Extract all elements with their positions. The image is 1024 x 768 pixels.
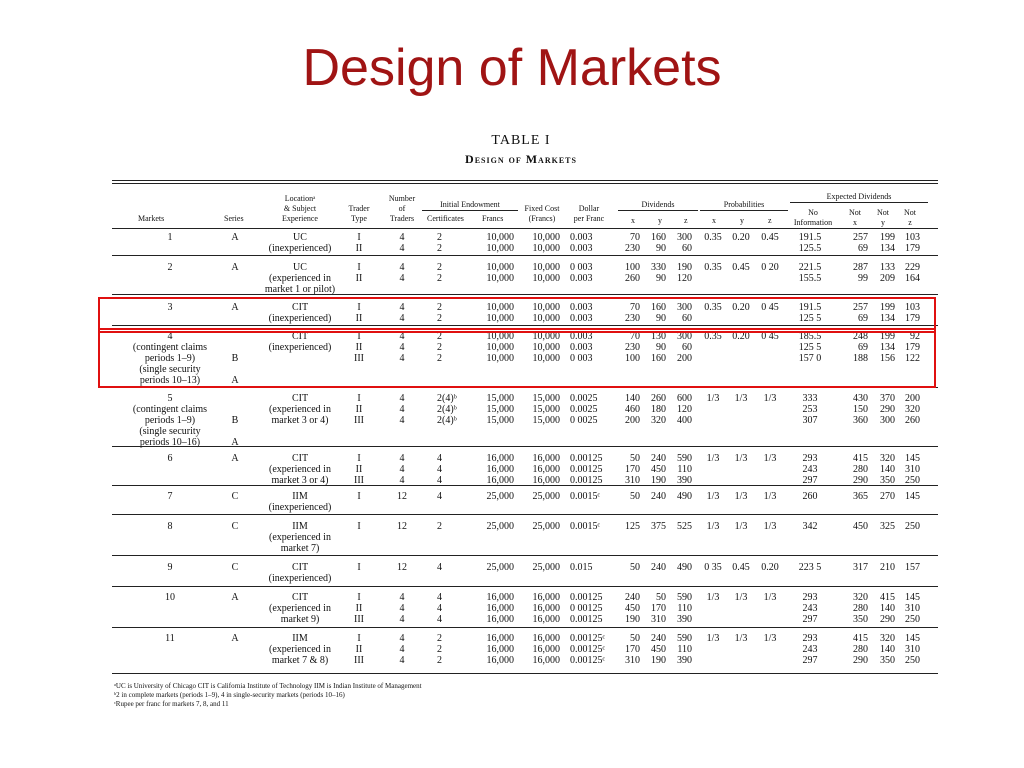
cell-prob-x: 0.35 bbox=[704, 331, 722, 342]
cell-francs: 25,000 bbox=[486, 521, 514, 532]
cell-series: A bbox=[231, 302, 239, 313]
cell-no-info: 293 243 297 bbox=[802, 633, 818, 666]
cell-not-y: 320 140 350 bbox=[880, 633, 895, 666]
cell-certificates: 2 2 2 bbox=[437, 331, 442, 364]
cell-num-traders: 4 4 4 bbox=[399, 592, 405, 625]
cell-location: IIM (inexperienced) bbox=[268, 491, 332, 513]
cell-prob-y: 1/3 bbox=[734, 592, 748, 603]
cell-trader-type: I II III bbox=[354, 592, 364, 625]
cell-market: 10 bbox=[165, 592, 175, 603]
cell-num-traders: 4 4 4 bbox=[399, 331, 405, 364]
cell-trader-type: I II bbox=[355, 302, 363, 324]
cell-not-y: 133 209 bbox=[880, 262, 895, 284]
cell-location: CIT (experienced in market 3 or 4) bbox=[269, 453, 331, 486]
cell-no-info: 223 5 bbox=[798, 562, 822, 573]
cell-not-x: 415 280 290 bbox=[853, 633, 868, 666]
header-dollar-per-franc: Dollar per Franc bbox=[573, 204, 605, 223]
cell-div-y: 240 bbox=[651, 562, 666, 573]
cell-div-z: 300 60 bbox=[677, 302, 692, 324]
cell-prob-z: 1/3 bbox=[763, 453, 777, 464]
cell-certificates: 4 bbox=[437, 491, 442, 502]
header-fixed-cost: Fixed Cost (Francs) bbox=[524, 204, 560, 223]
header-not-x: Not x bbox=[849, 208, 861, 227]
header-expected-dividends: Expected Dividends bbox=[790, 192, 928, 203]
cell-num-traders: 4 4 bbox=[399, 232, 405, 254]
row-rule bbox=[112, 485, 938, 486]
cell-not-x: 257 69 bbox=[853, 232, 868, 254]
cell-location: CIT (experienced in market 9) bbox=[269, 592, 331, 625]
cell-div-x: 50 bbox=[630, 562, 640, 573]
cell-div-z: 300 60 bbox=[677, 232, 692, 254]
row-rule bbox=[112, 255, 938, 256]
cell-div-z: 600 120 400 bbox=[677, 393, 692, 426]
cell-dollar: 0.0015ᶜ bbox=[570, 491, 601, 502]
cell-div-x: 240 450 190 bbox=[625, 592, 640, 625]
table-subtitle: Design of Markets bbox=[465, 152, 577, 166]
cell-not-x: 415 280 290 bbox=[853, 453, 868, 486]
cell-num-traders: 4 4 4 bbox=[399, 633, 405, 666]
cell-prob-z: 1/3 bbox=[763, 633, 777, 644]
cell-prob-x: 0.35 bbox=[704, 302, 722, 313]
footnote-a: ᵃUC is University of Chicago CIT is California Institute of Technology IIM is Indian Institute of Management bbox=[114, 682, 422, 690]
cell-div-z: 590 110 390 bbox=[677, 633, 692, 666]
cell-series: A bbox=[231, 633, 239, 644]
cell-div-x: 70 230 bbox=[625, 232, 640, 254]
cell-trader-type: I bbox=[357, 521, 361, 532]
cell-div-x: 50 bbox=[630, 491, 640, 502]
cell-div-x: 50 170 310 bbox=[625, 453, 640, 486]
cell-market: 7 bbox=[167, 491, 173, 502]
cell-prob-x: 1/3 bbox=[706, 521, 720, 532]
cell-not-y: 325 bbox=[880, 521, 895, 532]
cell-prob-x: 1/3 bbox=[706, 393, 720, 404]
cell-dollar: 0.00125 0 00125 0.00125 bbox=[570, 592, 603, 625]
cell-dollar: 0.00125ᶜ 0.00125ᶜ 0.00125ᶜ bbox=[570, 633, 606, 666]
cell-francs: 10,000 10,000 bbox=[486, 302, 514, 324]
cell-not-z: 157 bbox=[905, 562, 920, 573]
cell-francs: 16,000 16,000 16,000 bbox=[486, 592, 514, 625]
cell-prob-z: 1/3 bbox=[763, 521, 777, 532]
cell-series: B A bbox=[231, 415, 239, 448]
header-number-of-traders: Number of Traders bbox=[388, 194, 416, 223]
cell-trader-type: I II III bbox=[354, 331, 364, 364]
cell-not-z: 145 310 250 bbox=[905, 592, 920, 625]
cell-div-x: 125 bbox=[625, 521, 640, 532]
cell-prob-y: 1/3 bbox=[734, 491, 748, 502]
row-rule bbox=[112, 555, 938, 556]
cell-prob-x: 1/3 bbox=[706, 633, 720, 644]
cell-div-y: 240 450 190 bbox=[651, 453, 666, 486]
cell-no-info: 333 253 307 bbox=[802, 393, 818, 426]
cell-location: CIT (inexperienced) bbox=[268, 562, 332, 584]
cell-div-y: 240 bbox=[651, 491, 666, 502]
cell-not-y: 199 134 bbox=[880, 232, 895, 254]
cell-prob-y: 0.45 bbox=[732, 262, 750, 273]
cell-dollar: 0.015 bbox=[570, 562, 593, 573]
table-image bbox=[100, 128, 942, 710]
cell-div-x: 140 460 200 bbox=[625, 393, 640, 426]
cell-location: CIT (experienced in market 3 or 4) bbox=[269, 393, 331, 426]
cell-num-traders: 4 4 4 bbox=[399, 453, 405, 486]
header-probabilities-z: z bbox=[768, 216, 772, 225]
cell-prob-y: 1/3 bbox=[734, 393, 748, 404]
cell-not-x: 317 bbox=[853, 562, 868, 573]
cell-div-y: 240 450 190 bbox=[651, 633, 666, 666]
cell-trader-type: I II III bbox=[354, 393, 364, 426]
cell-div-x: 100 260 bbox=[625, 262, 640, 284]
cell-not-x: 365 bbox=[853, 491, 868, 502]
cell-prob-y: 1/3 bbox=[734, 521, 748, 532]
cell-francs: 16,000 16,000 16,000 bbox=[486, 633, 514, 666]
header-probabilities-x: x bbox=[712, 216, 716, 225]
cell-prob-z: 1/3 bbox=[763, 592, 777, 603]
cell-prob-x: 1/3 bbox=[706, 491, 720, 502]
cell-not-x: 287 99 bbox=[853, 262, 868, 284]
cell-fixed-cost: 25,000 bbox=[532, 562, 560, 573]
cell-francs: 25,000 bbox=[486, 491, 514, 502]
cell-dollar: 0.00125 0.00125 0.00125 bbox=[570, 453, 603, 486]
cell-prob-y: 0.20 bbox=[732, 302, 750, 313]
cell-certificates: 4 4 4 bbox=[437, 592, 442, 625]
cell-div-y: 130 90 160 bbox=[651, 331, 666, 364]
cell-num-traders: 4 4 bbox=[399, 302, 405, 324]
cell-dollar: 0.003 0.003 bbox=[570, 232, 593, 254]
cell-dollar: 0.0015ᶜ bbox=[570, 521, 601, 532]
cell-series: A bbox=[231, 453, 239, 464]
cell-market: 3 bbox=[167, 302, 173, 313]
cell-certificates: 2 2 bbox=[437, 262, 442, 284]
cell-not-y: 199 134 156 bbox=[880, 331, 895, 364]
cell-not-y: 370 290 300 bbox=[880, 393, 895, 426]
cell-market: 2 bbox=[167, 262, 173, 273]
cell-fixed-cost: 15,000 15,000 15,000 bbox=[532, 393, 560, 426]
cell-not-z: 145 bbox=[905, 491, 920, 502]
cell-trader-type: I II III bbox=[354, 633, 364, 666]
header-probabilities-y: y bbox=[740, 216, 744, 225]
cell-francs: 16,000 16,000 16,000 bbox=[486, 453, 514, 486]
highlight-market-4 bbox=[98, 328, 936, 388]
cell-no-info: 185.5 125 5 157 0 bbox=[798, 331, 822, 364]
cell-series: B A bbox=[231, 353, 239, 386]
cell-div-x: 70 230 100 bbox=[625, 331, 640, 364]
cell-certificates: 4 4 4 bbox=[437, 453, 442, 486]
header-dividends-x: x bbox=[631, 216, 635, 225]
header-dividends: Dividends bbox=[618, 200, 698, 211]
cell-div-z: 190 120 bbox=[677, 262, 692, 284]
cell-francs: 15,000 15,000 15,000 bbox=[486, 393, 514, 426]
cell-div-y: 160 90 bbox=[651, 232, 666, 254]
header-rule bbox=[112, 228, 938, 229]
cell-prob-x: 0.35 bbox=[704, 232, 722, 243]
header-probabilities: Probabilities bbox=[700, 200, 788, 211]
cell-series: C bbox=[231, 562, 239, 573]
cell-francs: 10,000 10,000 10,000 bbox=[486, 331, 514, 364]
cell-prob-y: 0.20 bbox=[732, 232, 750, 243]
header-francs: Francs bbox=[482, 214, 504, 223]
cell-certificates: 2 2 bbox=[437, 232, 442, 254]
cell-prob-z: 0 45 bbox=[761, 331, 779, 342]
row-rule bbox=[112, 446, 938, 447]
cell-market: 4 (contingent claims periods 1–9) (single security periods 10–13) bbox=[132, 331, 208, 386]
header-dividends-y: y bbox=[658, 216, 662, 225]
cell-market: 9 bbox=[167, 562, 173, 573]
cell-div-y: 260 180 320 bbox=[651, 393, 666, 426]
cell-no-info: 293 243 297 bbox=[802, 592, 818, 625]
header-series: Series bbox=[224, 214, 244, 223]
cell-certificates: 2 bbox=[437, 521, 442, 532]
cell-dollar: 0.003 0.003 0 003 bbox=[570, 331, 593, 364]
cell-num-traders: 4 4 bbox=[399, 262, 405, 284]
cell-market: 6 bbox=[167, 453, 173, 464]
cell-div-y: 50 170 310 bbox=[651, 592, 666, 625]
cell-dollar: 0 003 0.003 bbox=[570, 262, 593, 284]
cell-num-traders: 12 bbox=[397, 491, 407, 502]
cell-fixed-cost: 16,000 16,000 16,000 bbox=[532, 633, 560, 666]
cell-market: 8 bbox=[167, 521, 173, 532]
row-rule bbox=[112, 673, 938, 674]
cell-market: 1 bbox=[167, 232, 173, 243]
cell-not-z: 145 310 250 bbox=[905, 633, 920, 666]
cell-num-traders: 12 bbox=[397, 521, 407, 532]
cell-prob-y: 0.20 bbox=[732, 331, 750, 342]
cell-fixed-cost: 16,000 16,000 16,000 bbox=[532, 592, 560, 625]
row-rule bbox=[112, 514, 938, 515]
row-rule bbox=[112, 586, 938, 587]
cell-market: 5 (contingent claims periods 1–9) (single security periods 10–16) bbox=[132, 393, 208, 448]
cell-not-y: 270 bbox=[880, 491, 895, 502]
cell-prob-z: 1/3 bbox=[763, 491, 777, 502]
cell-div-x: 50 170 310 bbox=[625, 633, 640, 666]
cell-location: UC (experienced in market 1 or pilot) bbox=[264, 262, 336, 295]
cell-no-info: 260 bbox=[802, 491, 818, 502]
cell-fixed-cost: 10,000 10,000 bbox=[532, 302, 560, 324]
cell-location: CIT (inexperienced) bbox=[268, 331, 332, 353]
cell-certificates: 2(4)ᵇ 2(4)ᵇ 2(4)ᵇ bbox=[437, 393, 457, 426]
cell-no-info: 221.5 155.5 bbox=[798, 262, 822, 284]
cell-prob-z: 0.45 bbox=[761, 232, 779, 243]
cell-div-z: 300 60 200 bbox=[677, 331, 692, 364]
cell-location: UC (inexperienced) bbox=[268, 232, 332, 254]
cell-num-traders: 4 4 4 bbox=[399, 393, 405, 426]
cell-fixed-cost: 16,000 16,000 16,000 bbox=[532, 453, 560, 486]
cell-prob-x: 1/3 bbox=[706, 592, 720, 603]
cell-not-x: 320 280 350 bbox=[853, 592, 868, 625]
header-not-z: Not z bbox=[904, 208, 916, 227]
cell-francs: 10,000 10,000 bbox=[486, 262, 514, 284]
cell-not-z: 92 179 122 bbox=[905, 331, 920, 364]
cell-div-y: 160 90 bbox=[651, 302, 666, 324]
top-rule bbox=[112, 180, 938, 181]
cell-not-z: 200 320 260 bbox=[905, 393, 920, 426]
cell-certificates: 2 2 2 bbox=[437, 633, 442, 666]
cell-not-z: 229 164 bbox=[905, 262, 920, 284]
cell-series: A bbox=[231, 262, 239, 273]
cell-div-z: 590 110 390 bbox=[677, 592, 692, 625]
cell-div-y: 375 bbox=[651, 521, 666, 532]
cell-trader-type: I II bbox=[355, 262, 363, 284]
cell-prob-z: 0 20 bbox=[761, 262, 779, 273]
cell-series: C bbox=[231, 491, 239, 502]
cell-no-info: 191.5 125 5 bbox=[798, 302, 822, 324]
cell-series: A bbox=[231, 232, 239, 243]
cell-fixed-cost: 10,000 10,000 bbox=[532, 232, 560, 254]
cell-dollar: 0.003 0.003 bbox=[570, 302, 593, 324]
top-rule-double bbox=[112, 183, 938, 184]
cell-not-x: 257 69 bbox=[853, 302, 868, 324]
cell-not-z: 103 179 bbox=[905, 302, 920, 324]
cell-prob-x: 1/3 bbox=[706, 453, 720, 464]
cell-prob-y: 1/3 bbox=[734, 633, 748, 644]
header-not-y: Not y bbox=[877, 208, 889, 227]
header-location: Locationᵃ & Subject Experience bbox=[282, 194, 318, 223]
header-initial-endowment: Initial Endowment bbox=[422, 200, 518, 211]
cell-div-z: 590 110 390 bbox=[677, 453, 692, 486]
cell-not-x: 430 150 360 bbox=[853, 393, 868, 426]
cell-prob-z: 0 45 bbox=[761, 302, 779, 313]
cell-not-z: 250 bbox=[905, 521, 920, 532]
row-rule bbox=[112, 627, 938, 628]
cell-no-info: 293 243 297 bbox=[802, 453, 818, 486]
cell-certificates: 2 2 bbox=[437, 302, 442, 324]
header-no-information: No Information bbox=[793, 208, 833, 227]
cell-not-y: 320 140 350 bbox=[880, 453, 895, 486]
cell-not-y: 199 134 bbox=[880, 302, 895, 324]
cell-fixed-cost: 25,000 bbox=[532, 521, 560, 532]
cell-market: 11 bbox=[165, 633, 175, 644]
header-markets: Markets bbox=[138, 214, 165, 223]
cell-trader-type: I bbox=[357, 562, 361, 573]
table-title: TABLE I bbox=[491, 133, 551, 148]
cell-prob-y: 1/3 bbox=[734, 453, 748, 464]
cell-location: CIT (inexperienced) bbox=[268, 302, 332, 324]
cell-dollar: 0.0025 0.0025 0 0025 bbox=[570, 393, 598, 426]
cell-certificates: 4 bbox=[437, 562, 442, 573]
cell-prob-x: 0.35 bbox=[704, 262, 722, 273]
header-trader-type: Trader Type bbox=[348, 204, 370, 223]
cell-div-z: 490 bbox=[677, 562, 692, 573]
cell-not-z: 145 310 250 bbox=[905, 453, 920, 486]
cell-fixed-cost: 10,000 10,000 bbox=[532, 262, 560, 284]
header-certificates: Certificates bbox=[427, 214, 464, 223]
row-rule bbox=[112, 294, 938, 295]
cell-series: C bbox=[231, 521, 239, 532]
footnote-c: ᶜRupee per franc for markets 7, 8, and 11 bbox=[114, 700, 229, 708]
cell-div-z: 490 bbox=[677, 491, 692, 502]
cell-not-z: 103 179 bbox=[905, 232, 920, 254]
cell-francs: 25,000 bbox=[486, 562, 514, 573]
cell-location: IIM (experienced in market 7) bbox=[269, 521, 331, 554]
cell-div-y: 330 90 bbox=[651, 262, 666, 284]
cell-no-info: 342 bbox=[802, 521, 818, 532]
cell-fixed-cost: 10,000 10,000 10,000 bbox=[532, 331, 560, 364]
cell-prob-x: 0 35 bbox=[704, 562, 722, 573]
cell-div-z: 525 bbox=[677, 521, 692, 532]
cell-no-info: 191.5 125.5 bbox=[798, 232, 822, 254]
cell-francs: 10,000 10,000 bbox=[486, 232, 514, 254]
cell-series: A bbox=[231, 592, 239, 603]
cell-trader-type: I II bbox=[355, 232, 363, 254]
cell-not-x: 248 69 188 bbox=[853, 331, 868, 364]
cell-trader-type: I II III bbox=[354, 453, 364, 486]
slide-title: Design of Markets bbox=[302, 39, 722, 97]
cell-not-y: 415 140 290 bbox=[880, 592, 895, 625]
cell-location: IIM (experienced in market 7 & 8) bbox=[269, 633, 331, 666]
header-dividends-z: z bbox=[684, 216, 688, 225]
footnote-b: ᵇ2 in complete markets (periods 1–9), 4 in single-security markets (periods 10–16) bbox=[114, 691, 345, 699]
cell-not-x: 450 bbox=[853, 521, 868, 532]
cell-trader-type: I bbox=[357, 491, 361, 502]
cell-not-y: 210 bbox=[880, 562, 895, 573]
cell-fixed-cost: 25,000 bbox=[532, 491, 560, 502]
cell-prob-y: 0.45 bbox=[732, 562, 750, 573]
cell-prob-z: 0.20 bbox=[761, 562, 779, 573]
cell-num-traders: 12 bbox=[397, 562, 407, 573]
cell-prob-z: 1/3 bbox=[763, 393, 777, 404]
cell-div-x: 70 230 bbox=[625, 302, 640, 324]
